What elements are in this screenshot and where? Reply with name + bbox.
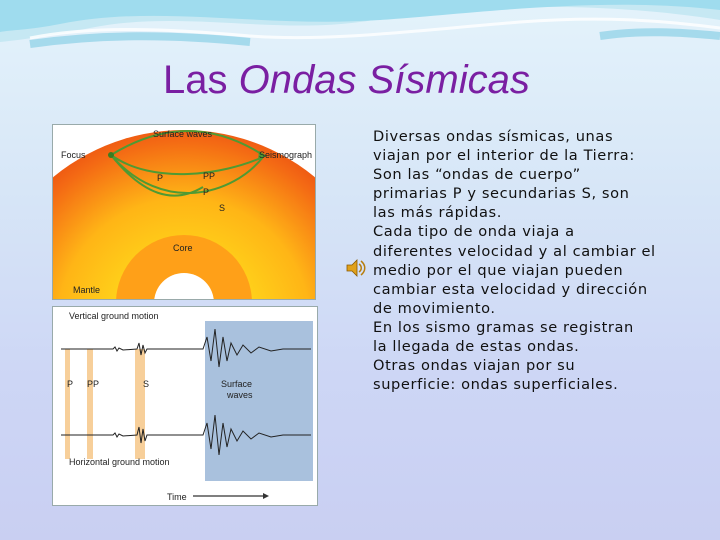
earth-cross-section-figure: [52, 124, 316, 300]
body-line: superficie: ondas superficiales.: [373, 376, 619, 394]
body-text: [373, 127, 693, 394]
page-title: [163, 58, 530, 103]
speaker-icon[interactable]: [344, 256, 368, 280]
label-mantle: Mantle: [73, 285, 101, 295]
body-line: diferentes velocidad y al cambiar el: [373, 242, 656, 260]
surface-waves-panel: [205, 321, 313, 481]
title-italic: Ondas Sísmicas: [238, 58, 530, 102]
body-line: Son las “ondas de cuerpo”: [373, 166, 581, 184]
label-waves: waves: [227, 390, 253, 400]
body-line: la llegada de estas ondas.: [373, 338, 580, 356]
label-seismo-s: S: [143, 379, 150, 389]
body-line: Otras ondas viajan por su: [373, 357, 576, 375]
label-s: S: [219, 203, 226, 213]
body-line: viajan por el interior de la Tierra:: [373, 147, 635, 165]
label-pp: PP: [203, 171, 216, 181]
label-seismo-pp: PP: [87, 379, 100, 389]
label-horizontal-motion: Horizontal ground motion: [69, 457, 170, 467]
label-vertical-motion: Vertical ground motion: [69, 311, 159, 321]
body-line: medio por el que viajan pueden: [373, 261, 624, 279]
body-line: cambiar esta velocidad y dirección: [373, 280, 648, 298]
label-core: Core: [173, 243, 193, 253]
label-seismo-p: P: [67, 379, 74, 389]
body-line: Cada tipo de onda viaja a: [373, 223, 575, 241]
label-focus: Focus: [61, 150, 86, 160]
body-line: primarias P y secundarias S, son: [373, 185, 630, 203]
title-plain: Las: [163, 58, 228, 102]
focus-marker: [108, 152, 114, 158]
body-line: Diversas ondas sísmicas, unas: [373, 128, 614, 145]
label-surface-waves: Surface waves: [153, 129, 213, 139]
seismogram-figure: [52, 306, 318, 506]
label-seismograph: Seismograph: [259, 150, 313, 160]
label-p-2: P: [203, 187, 210, 197]
label-surface: Surface: [221, 379, 253, 389]
body-line: de movimiento.: [373, 299, 496, 317]
body-line: las más rápidas.: [373, 204, 502, 222]
body-line: En los sismo gramas se registran: [373, 318, 634, 336]
label-p-1: P: [157, 173, 164, 183]
label-time: Time: [167, 492, 187, 502]
